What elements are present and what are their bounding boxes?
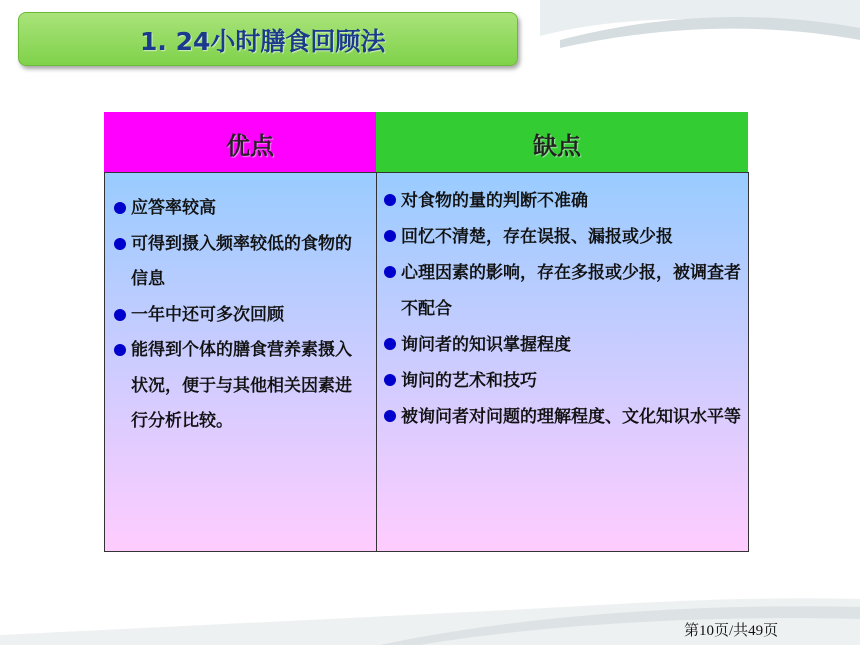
bullet-dot-icon [384, 266, 396, 278]
list-item: 回忆不清楚，存在误报、漏报或少报 [384, 219, 744, 255]
slide-title: 1. 24小时膳食回顾法 [140, 27, 386, 56]
bullet-dot-icon [384, 410, 396, 422]
list-item: 询问者的知识掌握程度 [384, 327, 744, 363]
bullet-dot-icon [114, 344, 126, 356]
bullet-dot-icon [114, 202, 126, 214]
list-item: 能得到个体的膳食营养素摄入状况，便于与其他相关因素进行分析比较。 [114, 333, 364, 440]
list-item: 询问的艺术和技巧 [384, 363, 744, 399]
pros-list [114, 191, 364, 440]
list-item: 应答率较高 [114, 191, 364, 227]
bullet-dot-icon [384, 374, 396, 386]
pros-header-label: 优点 [226, 132, 274, 160]
list-item: 被询问者对问题的理解程度、文化知识水平等 [384, 399, 744, 435]
bullet-dot-icon [114, 238, 126, 250]
bullet-dot-icon [384, 230, 396, 242]
page-indicator: 第10页/共49页 [684, 623, 779, 639]
list-item: 对食物的量的判断不准确 [384, 183, 744, 219]
cons-list [384, 183, 744, 435]
cons-header-label: 缺点 [533, 132, 581, 160]
list-item: 可得到摄入频率较低的食物的信息 [114, 227, 364, 298]
bullet-dot-icon [384, 338, 396, 350]
bullet-dot-icon [114, 309, 126, 321]
list-item: 心理因素的影响，存在多报或少报，被调查者不配合 [384, 255, 744, 327]
list-item: 一年中还可多次回顾 [114, 298, 364, 334]
bullet-dot-icon [384, 194, 396, 206]
